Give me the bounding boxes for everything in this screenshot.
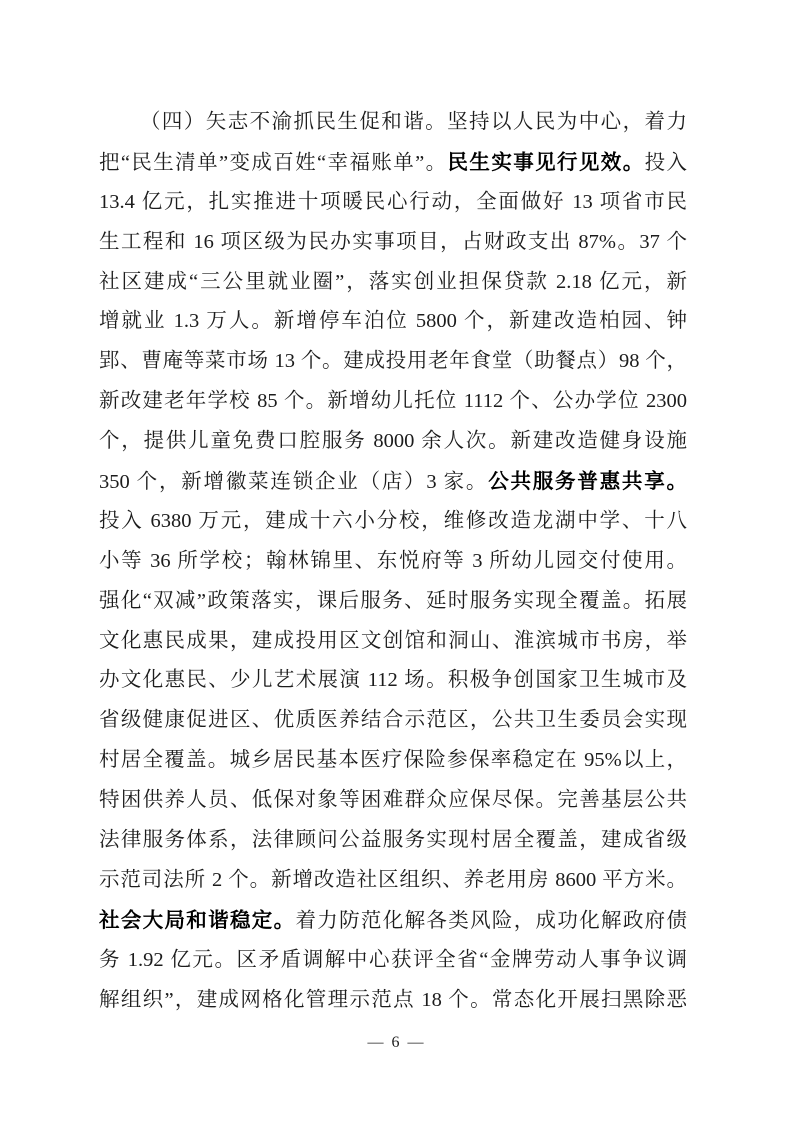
text-line xyxy=(99,223,687,263)
text-line xyxy=(99,941,687,981)
body-text: 350 个，新增徽菜连锁企业（店）3 家。 xyxy=(99,471,489,494)
text-line xyxy=(99,183,687,223)
text-line xyxy=(99,661,687,701)
text-line xyxy=(99,861,687,901)
text-line xyxy=(99,302,687,342)
body-text: 解组织”，建成网格化管理示范点 18 个。常态化开展扫黑除恶 xyxy=(99,988,687,1011)
text-line xyxy=(99,701,687,741)
body-text: 把“民生清单”变成百姓“幸福账单”。 xyxy=(99,151,448,174)
text-block xyxy=(99,103,687,1020)
text-line xyxy=(99,901,687,941)
emphasis-text: 民生实事见行见效。 xyxy=(447,150,645,174)
body-text: 投入 6380 万元，建成十六小分校，维修改造龙湖中学、十八 xyxy=(99,509,687,532)
body-text: 文化惠民成果，建成投用区文创馆和洞山、淮滨城市书房，举 xyxy=(99,629,687,652)
body-text: 增就业 1.3 万人。新增停车泊位 5800 个，新建改造柏园、钟 xyxy=(99,310,687,333)
body-text: 生工程和 16 项区级为民办实事项目，占财政支出 87%。37 个 xyxy=(99,230,687,253)
body-text: 社区建成“三公里就业圈”，落实创业担保贷款 2.18 亿元，新 xyxy=(99,270,687,293)
text-line xyxy=(99,462,687,502)
body-text: 务 1.92 亿元。区矛盾调解中心获评全省“金牌劳动人事争议调 xyxy=(99,948,687,971)
emphasis-text: 社会大局和谐稳定。 xyxy=(99,908,296,932)
body-text: 新改建老年学校 85 个。新增幼儿托位 1112 个、公办学位 2300 xyxy=(99,390,687,413)
text-line xyxy=(99,502,687,542)
text-line xyxy=(99,741,687,781)
text-line xyxy=(99,981,687,1021)
text-line xyxy=(99,382,687,422)
body-text: 投入 xyxy=(644,151,688,174)
text-line xyxy=(99,582,687,622)
body-text: 着力防范化解各类风险，成功化解政府债 xyxy=(295,909,688,932)
page-footer xyxy=(0,1034,793,1052)
text-line xyxy=(99,781,687,821)
text-line xyxy=(99,263,687,303)
text-line xyxy=(99,143,687,183)
body-text: 村居全覆盖。城乡居民基本医疗保险参保率稳定在 95%以上， xyxy=(99,749,687,772)
text-line xyxy=(99,622,687,662)
body-text: 强化“双减”政策落实，课后服务、延时服务实现全覆盖。拓展 xyxy=(99,589,687,612)
page-number: — 6 — xyxy=(367,1034,426,1051)
body-text: 13.4 亿元，扎实推进十项暖民心行动，全面做好 13 项省市民 xyxy=(99,190,687,213)
emphasis-text: 公共服务普惠共享。 xyxy=(488,470,688,494)
body-text: 法律服务体系，法律顾问公益服务实现村居全覆盖，建成省级 xyxy=(99,829,687,852)
body-text: 小等 36 所学校；翰林锦里、东悦府等 3 所幼儿园交付使用。 xyxy=(99,549,687,572)
body-text: 办文化惠民、少儿艺术展演 112 场。积极争创国家卫生城市及 xyxy=(99,669,687,692)
body-text: 示范司法所 2 个。新增改造社区组织、养老用房 8600 平方米。 xyxy=(99,868,687,891)
body-text: 特困供养人员、低保对象等困难群众应保尽保。完善基层公共 xyxy=(99,789,687,812)
text-line xyxy=(99,542,687,582)
text-line xyxy=(99,422,687,462)
body-text: 个，提供儿童免费口腔服务 8000 余人次。新建改造健身设施 xyxy=(99,430,687,453)
text-line xyxy=(99,342,687,382)
body-text: 省级健康促进区、优质医养结合示范区，公共卫生委员会实现 xyxy=(99,709,687,732)
body-text: （四）矢志不渝抓民生促和谐。坚持以人民为中心，着力 xyxy=(140,111,687,133)
text-line xyxy=(99,821,687,861)
text-line xyxy=(99,103,687,143)
body-text: 郢、曹庵等菜市场 13 个。建成投用老年食堂（助餐点）98 个， xyxy=(99,350,687,373)
